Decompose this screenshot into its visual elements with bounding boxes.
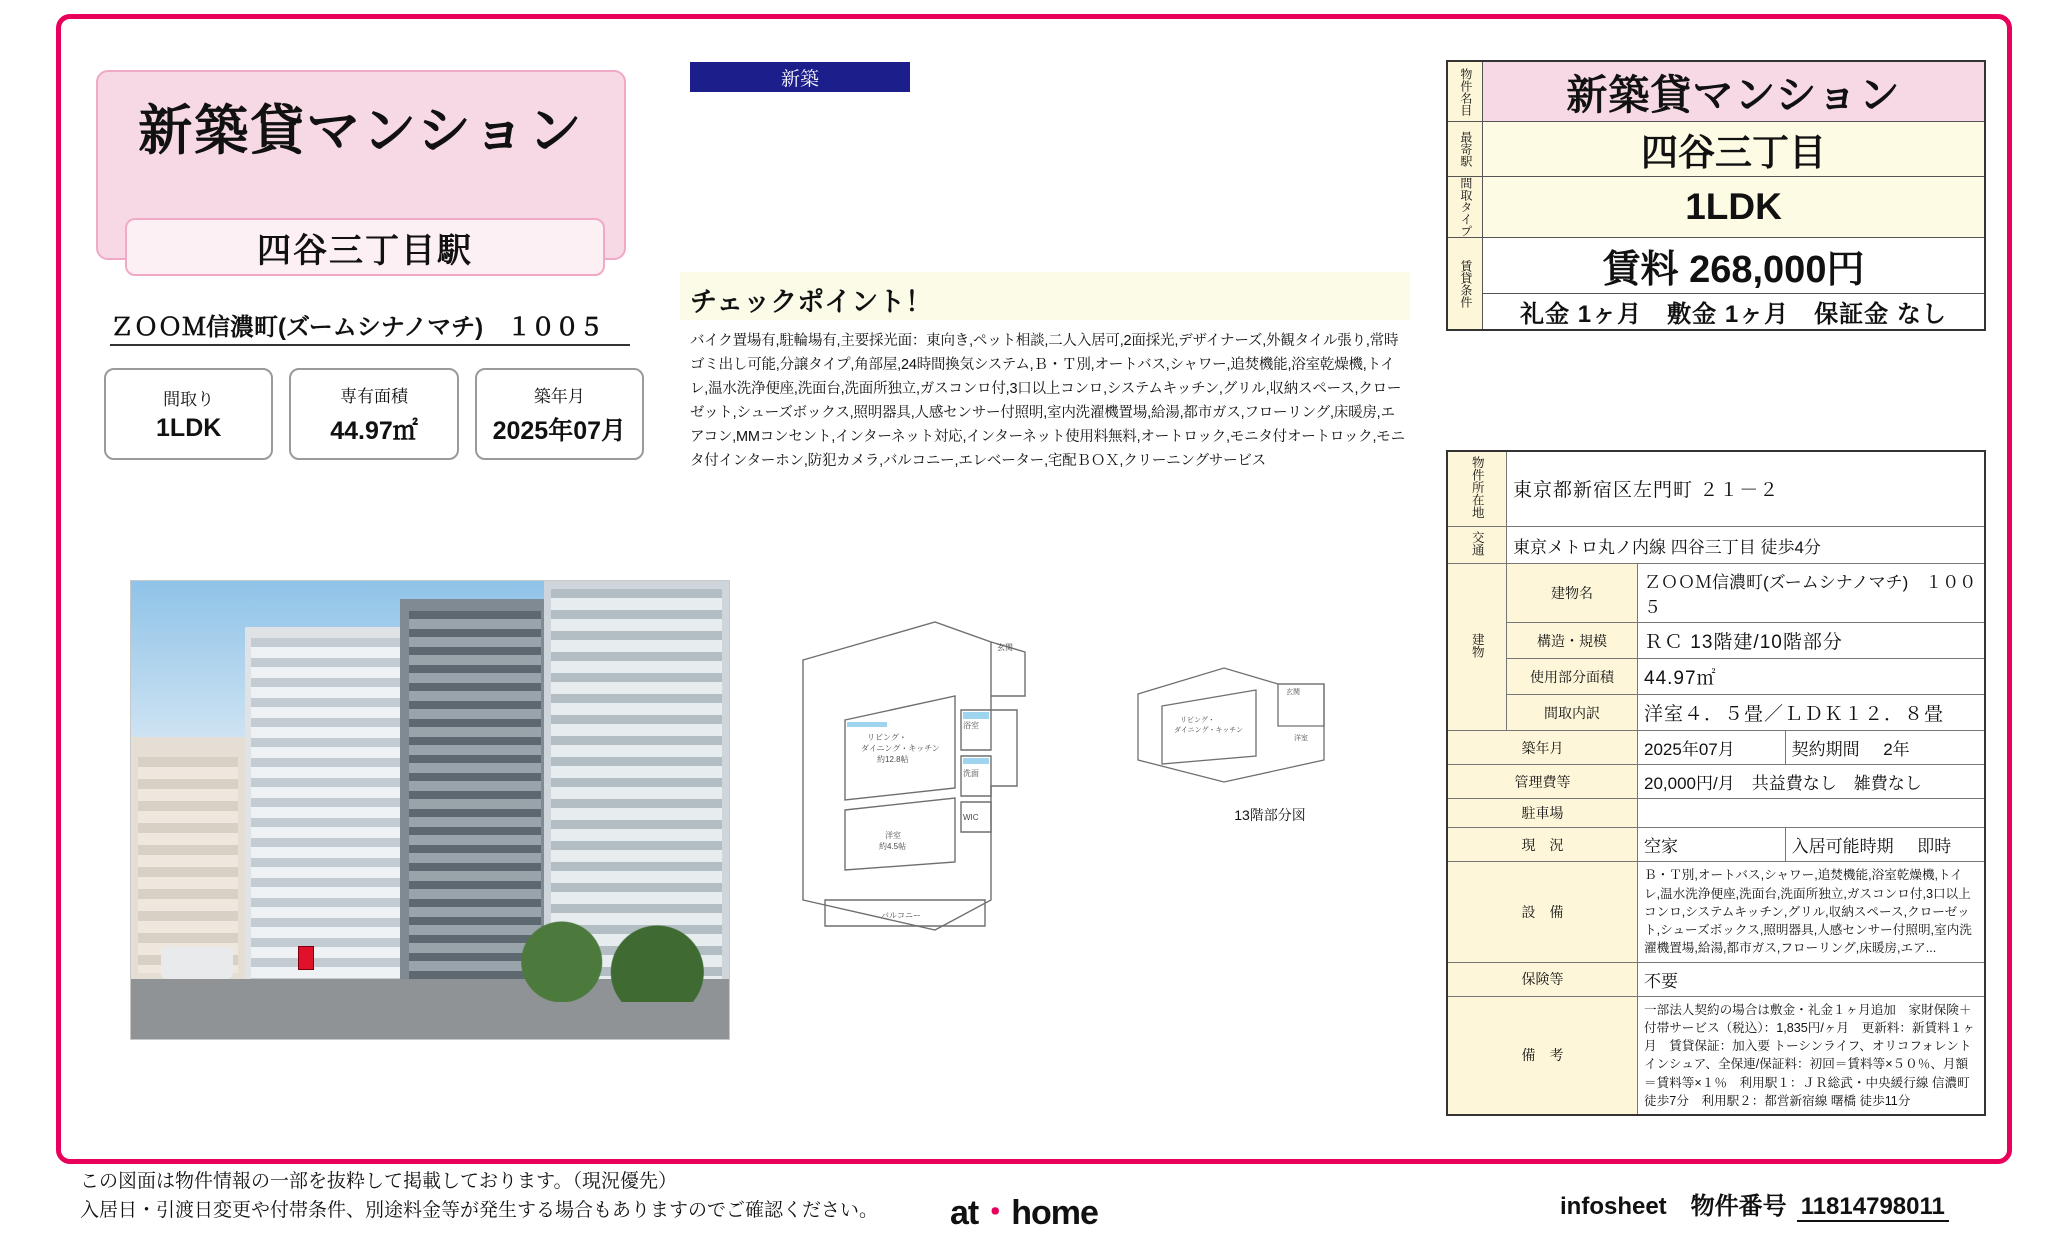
summary-rent: 賃料 268,000円: [1483, 238, 1986, 294]
checkpoint-body: バイク置場有,駐輪場有,主要採光面：東向き,ペット相談,二人入居可,2面採光,デザイナーズ,外観タイル張り,常時ゴミ出し可能,分譲タイプ,角部屋,24時間換気システム,Ｂ・Ｔ別,オートバス,シャワー,追焚機能,浴室乾燥機,トイレ,温水洗浄便座,洗面台,洗面所独立,ガスコンロ付,3口以上コンロ,システムキッチン,グリル,収納スペース,クローゼット,シューズボックス,照明器具,人感センサー付照明,室内洗濯機置場,給湯,都市ガス,フローリング,床暖房,エアコン,MMコンセント,インターネット対応,インターネット使用料無料,オートロック,モニタ付オートロック,モニタ付インターホン,防犯カメラ,バルコニー,エレベーター,宅配ＢＯＸ,クリーニングサービス: [690, 333, 1405, 469]
svg-text:浴室: 浴室: [963, 721, 979, 730]
detail-parking: [1638, 799, 1986, 828]
floorplan-main: [785, 600, 1085, 980]
new-badge: 新築: [690, 62, 910, 92]
detail-building-name: ＺＯＯＭ信濃町(ズームシナノマチ) １００５: [1638, 564, 1986, 623]
summary-table: [1446, 60, 1986, 331]
detail-availability-label: 入居可能時期: [1791, 837, 1894, 857]
detail-availability-value: 即時: [1917, 837, 1952, 857]
checkpoint-title: チェックポイント！: [690, 287, 933, 317]
detail-table: [1446, 450, 1986, 1116]
detail-status: 空家: [1638, 828, 1786, 862]
svg-text:約12.8帖: 約12.8帖: [877, 755, 909, 764]
detail-builtdate: 2025年07月: [1638, 731, 1786, 765]
svg-text:リビング・: リビング・: [1180, 717, 1215, 724]
detail-area: 44.97㎡: [1638, 659, 1986, 695]
summary-layout-label: 間取タイプ: [1447, 177, 1483, 238]
detail-builtdate-label: 築年月: [1447, 731, 1638, 765]
summary-terms-label: 賃貸条件: [1447, 238, 1483, 331]
station-badge: 四谷三丁目駅: [125, 218, 605, 276]
infosheet-number: 11814798011: [1797, 1193, 1949, 1222]
spec-row: [104, 368, 644, 460]
detail-insurance-label: 保険等: [1447, 962, 1638, 996]
svg-text:ダイニング・キッチン: ダイニング・キッチン: [1174, 727, 1243, 734]
detail-remarks-label: 備 考: [1447, 996, 1638, 1115]
detail-structure: ＲＣ 13階建/10階部分: [1638, 623, 1986, 659]
detail-layout-breakdown: 洋室４．５畳／ＬＤＫ１２．８畳: [1638, 695, 1986, 731]
footer-note-line1: この図面は物件情報の一部を抜粋して掲載しております。（現況優先）: [80, 1171, 677, 1192]
spec-layout-label: 間取り: [163, 390, 215, 409]
summary-panel: [1446, 60, 1986, 331]
detail-access: 東京メトロ丸ノ内線 四谷三丁目 徒歩4分: [1507, 526, 1986, 563]
detail-remarks: 一部法人契約の場合は敷金・礼金１ヶ月追加 家財保険＋付帯サービス（税込）：1,835円/ヶ月 更新料：新賃料１ヶ月 賃貸保証：加入要 トーシンライフ、オリコフォレントインシュア、全保連/保証料：初回＝賃料等×５０％、月額＝賃料等×１％ 利用駅１：ＪＲ総武・中央緩行線 信濃町 徒歩7分 利用駅２：都営新宿線 曙橋 徒歩11分: [1638, 996, 1986, 1115]
svg-text:約4.5帖: 約4.5帖: [879, 842, 907, 851]
infosheet-label: infosheet 物件番号: [1560, 1193, 1787, 1220]
spec-builtdate-label: 築年月: [533, 386, 585, 406]
svg-text:洋室: 洋室: [1294, 735, 1308, 742]
detail-contract-term: [1785, 731, 1985, 765]
building-name: ＺＯＯＭ信濃町(ズームシナノマチ) １００５: [110, 312, 630, 346]
detail-mgmtfee: 20,000円/月 共益費なし 雑費なし: [1638, 765, 1986, 799]
detail-access-label: 交通: [1470, 530, 1485, 556]
spec-area: [289, 368, 458, 460]
summary-layout: 1LDK: [1483, 177, 1986, 238]
svg-text:洗面: 洗面: [963, 769, 979, 778]
exterior-photo: [130, 580, 730, 1040]
spec-area-label: 専有面積: [339, 386, 408, 406]
detail-address-label: 物件所在地: [1470, 456, 1485, 519]
svg-text:ダイニング・キッチン: ダイニング・キッチン: [861, 744, 940, 753]
svg-text:洋室: 洋室: [885, 831, 901, 840]
detail-structure-label: 構造・規模: [1507, 623, 1638, 659]
detail-insurance: 不要: [1638, 962, 1986, 996]
detail-status-label: 現 況: [1447, 828, 1638, 862]
athome-logo: at・home: [950, 1194, 1098, 1232]
svg-text:バルコニー: バルコニー: [881, 911, 921, 920]
infosheet-footer: [1560, 1186, 1949, 1221]
summary-station-label: 最寄駅: [1447, 122, 1483, 177]
detail-building-name-label: 建物名: [1507, 564, 1638, 623]
detail-mgmtfee-label: 管理費等: [1447, 765, 1638, 799]
svg-text:WIC: WIC: [963, 813, 979, 822]
photo-building-mid-left: [245, 627, 406, 993]
spec-builtdate: [475, 368, 644, 460]
detail-address: 東京都新宿区左門町 ２１－２: [1507, 451, 1986, 526]
spec-builtdate-value: 2025年07月: [492, 416, 627, 445]
photo-car: [161, 947, 233, 979]
detail-equipment: Ｂ・Ｔ別,オートバス,シャワー,追焚機能,浴室乾燥機,トイレ,温水洗浄便座,洗面台,洗面所独立,ガスコンロ付,3口以上コンロ,システムキッチン,グリル,収納スペース,クローゼット,シューズボックス,照明器具,人感センサー付照明,室内洗濯機置場,給湯,都市ガス,フローリング,床暖房,エア...: [1638, 862, 1986, 962]
detail-contract-term-label: 契約期間: [1791, 740, 1860, 760]
svg-text:リビング・: リビング・: [867, 733, 907, 742]
detail-area-label: 使用部分面積: [1507, 659, 1638, 695]
floorplan-sub: [1128, 660, 1353, 790]
floorplan-sub-caption: 13階部分図: [1234, 807, 1306, 823]
photo-trees: [490, 902, 729, 1003]
svg-text:玄関: 玄関: [1286, 689, 1300, 696]
footer-note-line2: 入居日・引渡日変更や付帯条件、別途料金等が発生する場合もありますのでご確認ください。: [80, 1199, 879, 1221]
detail-parking-label: 駐車場: [1447, 799, 1638, 828]
spec-layout: [104, 368, 273, 460]
summary-station: 四谷三丁目: [1483, 122, 1986, 177]
detail-availability: [1785, 828, 1985, 862]
page-title: 新築貸マンション: [138, 100, 584, 161]
summary-property-name-label: 物件名目: [1447, 61, 1483, 122]
photo-location-marker: [298, 946, 314, 970]
svg-text:玄関: 玄関: [997, 643, 1013, 652]
detail-building-label: 建物: [1470, 633, 1485, 659]
spec-layout-value: 1LDK: [156, 414, 222, 442]
footer-note: [80, 1168, 980, 1225]
detail-equipment-label: 設 備: [1447, 862, 1638, 962]
detail-layout-breakdown-label: 間取内訳: [1507, 695, 1638, 731]
detail-contract-term-value: 2年: [1883, 740, 1910, 760]
spec-area-value: 44.97㎡: [330, 416, 418, 445]
summary-fees: 礼金 1ヶ月 敷金 1ヶ月 保証金 なし: [1483, 294, 1986, 331]
summary-property-name: 新築貸マンション: [1483, 61, 1986, 122]
